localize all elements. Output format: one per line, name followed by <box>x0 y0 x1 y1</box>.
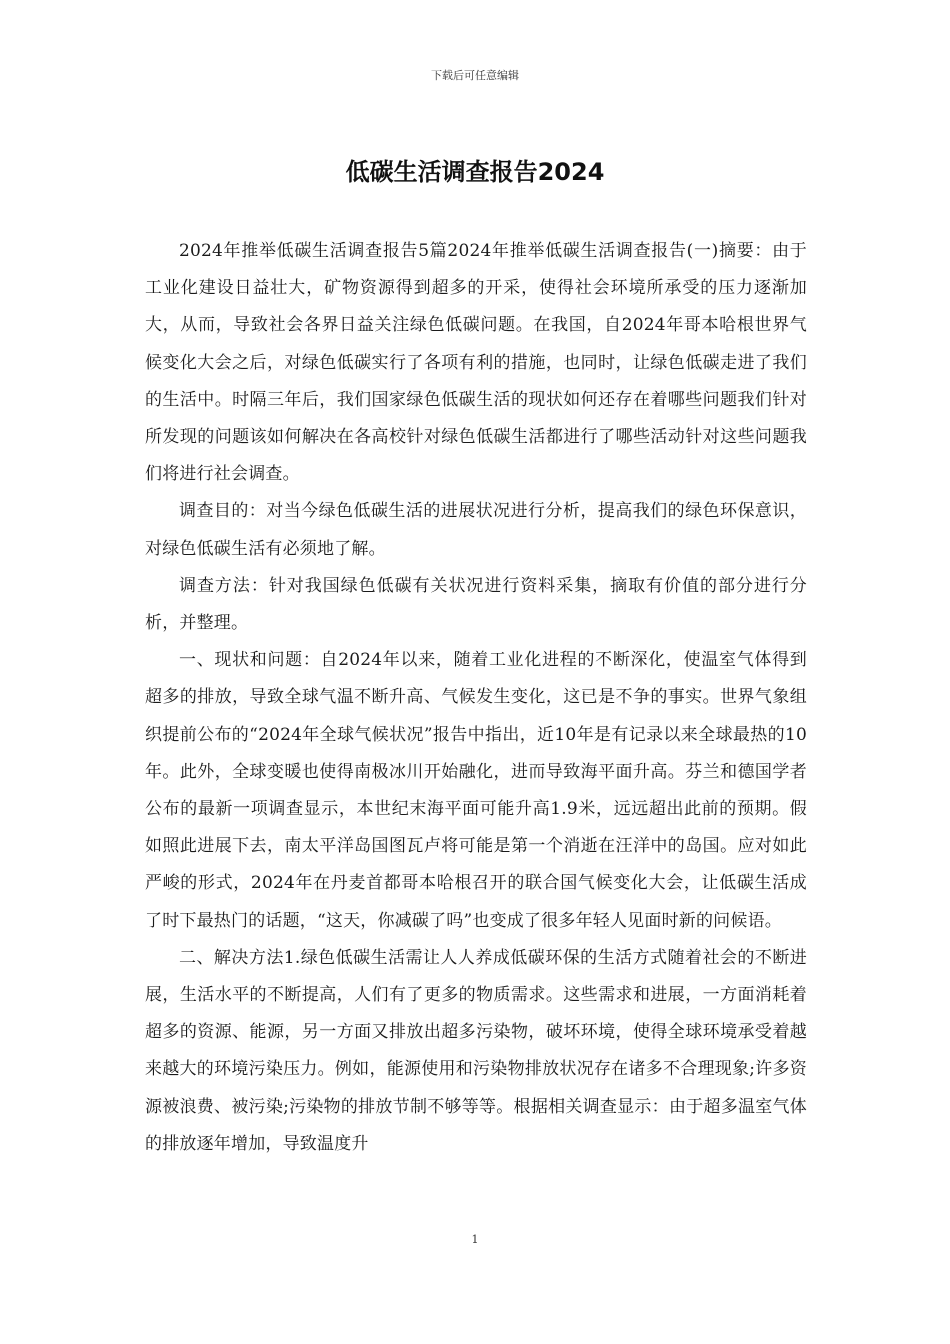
paragraph-purpose: 调查目的：对当今绿色低碳生活的进展状况进行分析，提高我们的绿色环保意识，对绿色低碳生活有必须地了解。 <box>145 501 807 559</box>
paragraph-method: 调查方法：针对我国绿色低碳有关状况进行资料采集，摘取有价值的部分进行分析，并整理。 <box>145 575 807 634</box>
page-header-note: 下载后可任意编辑 <box>431 69 519 82</box>
paragraph-abstract: 2024年推举低碳生活调查报告5篇2024年推举低碳生活调查报告(一)摘要：由于工业化建设日益壮大，矿物资源得到超多的开采，使得社会环境所承受的压力逐渐加大，从而，导致社会各界日益关注绿色低碳问题。在我国，自2024年哥本哈根世界气候变化大会之后，对绿色低碳实行了各项有利的措施，也同时，让绿色低碳走进了我们的生活中。时隔三年后，我们国家绿色低碳生活的现状如何还存在着哪些问题我们针对所发现的问题该如何解决在各高校针对绿色低碳生活都进行了哪些活动针对这些问题我们将进行社会调查。 <box>145 241 807 485</box>
paragraph-status-problems: 一、现状和问题：自2024年以来，随着工业化进程的不断深化，使温室气体得到超多的排放，导致全球气温不断升高、气候发生变化，这已是不争的事实。世界气象组织提前公布的“2024年全球气候状况”报告中指出，近10年是有记录以来全球最热的10年。此外，全球变暖也使得南极冰川开始融化，进而导致海平面升高。芬兰和德国学者公布的最新一项调查显示，本世纪末海平面可能升高1.9米，远远超出此前的预期。假如照此进展下去，南太平洋岛国图瓦卢将可能是第一个消逝在汪洋中的岛国。应对如此严峻的形式，2024年在丹麦首都哥本哈根召开的联合国气候变化大会，让低碳生活成了时下最热门的话题，“这天，你减碳了吗”也变成了很多年轻人见面时新的问候语。 <box>145 650 807 931</box>
document-body <box>145 233 807 1163</box>
paragraph-solutions: 二、解决方法1.绿色低碳生活需让人人养成低碳环保的生活方式随着社会的不断进展，生活水平的不断提高，人们有了更多的物质需求。这些需求和进展，一方面消耗着超多的资源、能源，另一方面又排放出超多污染物，破坏环境，使得全球环境承受着越来越大的环境污染压力。例如，能源使用和污染物排放状况存在诸多不合理现象;许多资源被浪费、被污染;污染物的排放节制不够等等。根据相关调查显示：由于超多温室气体的排放逐年增加，导致温度升 <box>145 947 807 1154</box>
document-title: 低碳生活调查报告2024 <box>345 158 605 186</box>
page-number: 1 <box>471 1233 479 1246</box>
